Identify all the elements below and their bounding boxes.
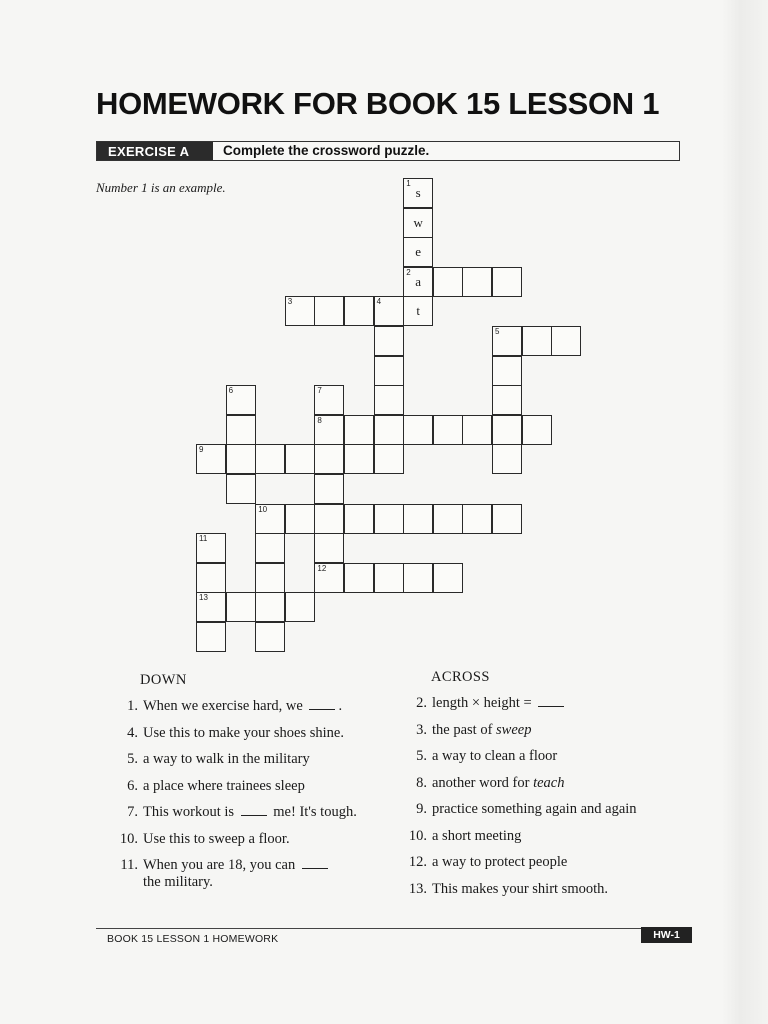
cell-number: 3 bbox=[287, 297, 293, 307]
clue-number: 5. bbox=[416, 748, 427, 764]
clue-text: a short meeting bbox=[432, 827, 522, 844]
crossword-cell[interactable] bbox=[314, 533, 344, 563]
crossword-cell[interactable] bbox=[196, 533, 226, 563]
cell-number: 1 bbox=[406, 179, 411, 188]
clue-number: 6. bbox=[127, 777, 138, 794]
crossword-cell[interactable] bbox=[433, 504, 463, 534]
answer-blank bbox=[302, 858, 328, 869]
crossword-cell[interactable] bbox=[462, 267, 492, 297]
clue-text: a way to protect people bbox=[432, 854, 568, 870]
clue-text: length × height = bbox=[432, 695, 567, 711]
clue-number: 9. bbox=[416, 801, 427, 817]
crossword-cell[interactable] bbox=[522, 326, 552, 356]
crossword-cell[interactable] bbox=[314, 296, 344, 326]
answer-blank bbox=[538, 696, 564, 707]
crossword-cell[interactable] bbox=[344, 444, 374, 474]
crossword-cell[interactable] bbox=[255, 533, 285, 563]
clue-text: When you are 18, you can bbox=[143, 857, 331, 873]
clue-text: the past of sweep bbox=[432, 721, 532, 738]
down-heading: DOWN bbox=[140, 672, 187, 688]
crossword-cell[interactable] bbox=[403, 178, 433, 208]
across-clue bbox=[402, 695, 702, 712]
crossword-cell[interactable] bbox=[314, 385, 344, 415]
clue-text: Use this to sweep a floor. bbox=[143, 830, 290, 847]
cell-number: 5 bbox=[495, 327, 500, 336]
across-heading: ACROSS bbox=[431, 669, 490, 685]
crossword-cell[interactable] bbox=[226, 444, 256, 474]
clue-emphasis: teach bbox=[533, 774, 565, 791]
crossword-cell[interactable] bbox=[374, 356, 404, 386]
across-clue bbox=[402, 881, 702, 898]
down-clue bbox=[113, 725, 413, 742]
crossword-cell[interactable] bbox=[374, 563, 404, 593]
cell-number: 6 bbox=[228, 386, 234, 396]
crossword-cell[interactable] bbox=[462, 415, 492, 445]
crossword-cell[interactable] bbox=[314, 563, 344, 593]
crossword-cell[interactable] bbox=[403, 208, 433, 238]
clue-number: 7. bbox=[127, 804, 138, 820]
clue-text: This makes your shirt smooth. bbox=[432, 880, 609, 897]
crossword-cell[interactable] bbox=[285, 296, 315, 326]
crossword-cell[interactable] bbox=[433, 563, 463, 593]
across-clue bbox=[402, 722, 702, 739]
crossword-cell[interactable] bbox=[403, 415, 433, 445]
clue-number: 8. bbox=[416, 774, 427, 791]
page-number-badge: HW-1 bbox=[641, 927, 692, 943]
crossword-cell[interactable] bbox=[462, 504, 492, 534]
cell-number: 2 bbox=[406, 267, 411, 277]
crossword-cell[interactable] bbox=[285, 592, 315, 622]
exercise-instruction: Complete the crossword puzzle. bbox=[223, 143, 430, 158]
crossword-cell[interactable] bbox=[255, 504, 285, 534]
crossword-cell[interactable] bbox=[226, 474, 256, 504]
crossword-cell[interactable] bbox=[492, 326, 522, 356]
crossword-cell[interactable] bbox=[374, 385, 404, 415]
cell-number: 11 bbox=[199, 534, 208, 544]
across-clue bbox=[402, 801, 702, 818]
clue-number: 1. bbox=[127, 698, 138, 714]
crossword-cell[interactable] bbox=[374, 296, 404, 326]
crossword-cell[interactable] bbox=[433, 267, 463, 297]
cell-letter: e bbox=[415, 244, 422, 260]
clue-number: 2. bbox=[416, 695, 427, 711]
crossword-cell[interactable] bbox=[196, 592, 226, 622]
clue-text: a way to walk in the military bbox=[143, 751, 310, 767]
crossword-cell[interactable] bbox=[492, 504, 522, 534]
cell-letter: t bbox=[416, 303, 420, 319]
crossword-cell[interactable] bbox=[403, 237, 433, 267]
down-clues bbox=[113, 698, 413, 901]
down-clue bbox=[113, 831, 413, 848]
clue-text: practice something again and again bbox=[432, 801, 637, 817]
crossword-cell[interactable] bbox=[314, 444, 344, 474]
crossword-cell[interactable] bbox=[285, 504, 315, 534]
clue-text: This workout is me! It's tough. bbox=[143, 804, 357, 820]
crossword-cell[interactable] bbox=[403, 267, 433, 297]
clue-text: When we exercise hard, we . bbox=[143, 698, 343, 714]
crossword-cell[interactable] bbox=[196, 563, 226, 593]
crossword-cell[interactable] bbox=[492, 415, 522, 445]
crossword-cell[interactable] bbox=[226, 592, 256, 622]
across-clue bbox=[402, 748, 702, 765]
crossword-cell[interactable] bbox=[314, 504, 344, 534]
crossword-cell[interactable] bbox=[255, 592, 285, 622]
crossword-cell[interactable] bbox=[522, 415, 552, 445]
down-clue bbox=[113, 804, 413, 821]
answer-blank bbox=[309, 699, 335, 710]
crossword-cell[interactable] bbox=[492, 385, 522, 415]
clue-number: 13. bbox=[408, 880, 427, 897]
clue-emphasis: sweep bbox=[496, 721, 532, 738]
exercise-tag: EXERCISE A bbox=[97, 142, 213, 160]
crossword-cell[interactable] bbox=[344, 563, 374, 593]
clue-text: a place where trainees sleep bbox=[143, 777, 305, 794]
across-clues bbox=[402, 695, 702, 907]
clue-number: 4. bbox=[127, 724, 138, 741]
across-clue bbox=[402, 854, 702, 871]
crossword-cell[interactable] bbox=[196, 622, 226, 652]
across-clue bbox=[402, 828, 702, 845]
crossword-cell[interactable] bbox=[314, 415, 344, 445]
clue-number: 12. bbox=[408, 854, 427, 870]
page-title: HOMEWORK FOR BOOK 15 LESSON 1 bbox=[96, 86, 660, 121]
crossword-cell[interactable] bbox=[255, 622, 285, 652]
cell-letter: a bbox=[415, 273, 422, 289]
cell-number: 12 bbox=[317, 563, 327, 573]
clue-number: 10. bbox=[408, 827, 427, 844]
clue-text-continued: the military. bbox=[143, 874, 213, 890]
clue-number: 3. bbox=[416, 721, 427, 738]
cell-letter: s bbox=[415, 185, 421, 200]
clue-text: a way to clean a floor bbox=[432, 748, 558, 764]
down-clue bbox=[113, 751, 413, 768]
crossword-cell[interactable] bbox=[226, 415, 256, 445]
clue-number: 10. bbox=[119, 830, 138, 847]
crossword-cell[interactable] bbox=[196, 444, 226, 474]
clue-text: Use this to make your shoes shine. bbox=[143, 724, 344, 741]
clue-number: 11. bbox=[120, 857, 138, 873]
clue-text: another word for teach bbox=[432, 774, 565, 791]
down-clue bbox=[113, 857, 413, 891]
crossword-cell[interactable] bbox=[403, 296, 433, 326]
crossword-cell[interactable] bbox=[492, 444, 522, 474]
down-clue bbox=[113, 698, 413, 715]
cell-letter: w bbox=[413, 214, 423, 230]
crossword-cell[interactable] bbox=[255, 444, 285, 474]
crossword-cell[interactable] bbox=[551, 326, 581, 356]
crossword-cell[interactable] bbox=[492, 356, 522, 386]
crossword-cell[interactable] bbox=[403, 504, 433, 534]
crossword-cell[interactable] bbox=[374, 504, 404, 534]
crossword-cell[interactable] bbox=[344, 504, 374, 534]
down-clue bbox=[113, 778, 413, 795]
across-clue bbox=[402, 775, 702, 792]
crossword-cell[interactable] bbox=[374, 326, 404, 356]
crossword-cell[interactable] bbox=[226, 385, 256, 415]
answer-blank bbox=[241, 805, 267, 816]
crossword-cell[interactable] bbox=[314, 474, 344, 504]
cell-number: 4 bbox=[376, 297, 382, 307]
crossword-cell[interactable] bbox=[344, 415, 374, 445]
crossword-cell[interactable] bbox=[433, 415, 463, 445]
crossword-cell[interactable] bbox=[344, 296, 374, 326]
cell-number: 9 bbox=[199, 445, 204, 455]
cell-number: 13 bbox=[199, 593, 208, 603]
crossword-cell[interactable] bbox=[374, 415, 404, 445]
crossword-cell[interactable] bbox=[403, 563, 433, 593]
crossword-cell[interactable] bbox=[492, 267, 522, 297]
footer-rule bbox=[96, 928, 692, 929]
crossword-cell[interactable] bbox=[255, 563, 285, 593]
cell-number: 10 bbox=[258, 504, 268, 514]
crossword-cell[interactable] bbox=[285, 444, 315, 474]
cell-number: 8 bbox=[317, 415, 322, 425]
footer-label: BOOK 15 LESSON 1 HOMEWORK bbox=[107, 933, 279, 945]
crossword-cell[interactable] bbox=[374, 444, 404, 474]
cell-number: 7 bbox=[317, 386, 322, 396]
clue-number: 5. bbox=[127, 751, 138, 767]
example-note: Number 1 is an example. bbox=[96, 180, 226, 195]
